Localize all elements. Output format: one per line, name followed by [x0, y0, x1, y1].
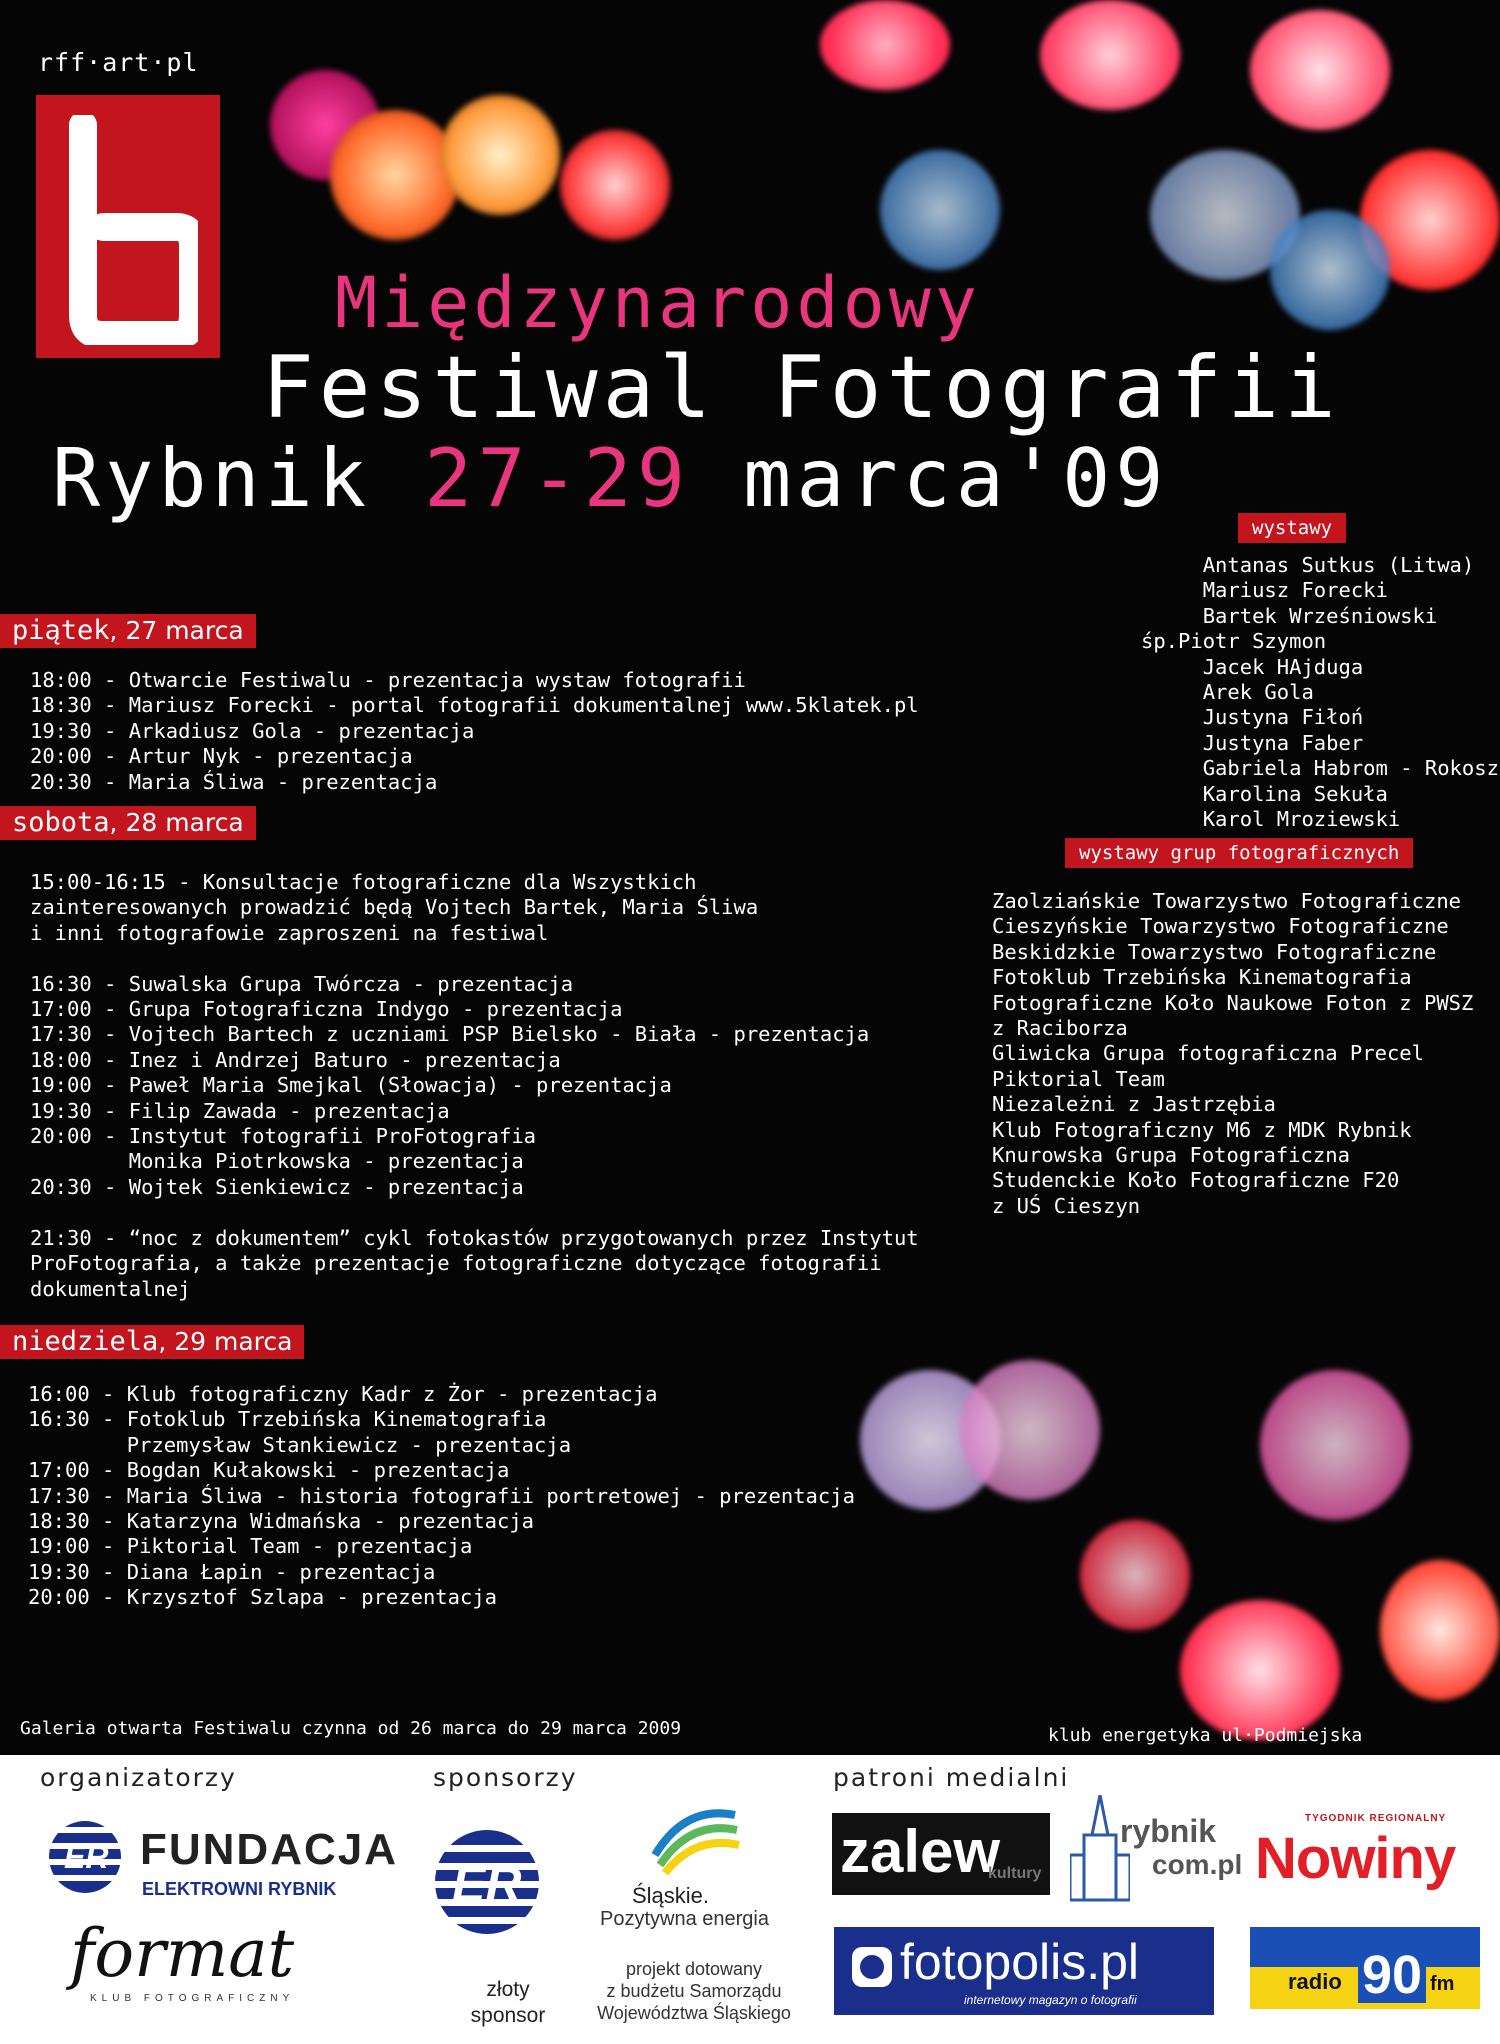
- rybnik-title: rybnik: [1120, 1813, 1217, 1849]
- edition-number-graphic: [58, 115, 198, 345]
- fotopolis-title: fotopolis.pl: [900, 1934, 1140, 1990]
- project-funding-note: projekt dotowany z budżetu Samorządu Województwa Śląskiego: [597, 1959, 791, 2023]
- day-label-friday: [0, 614, 256, 648]
- radio-label: radio: [1288, 1969, 1342, 1994]
- day-name: niedziela: [12, 1326, 159, 1357]
- venue: klub energetyka ul·Podmiejska: [1048, 1725, 1363, 1746]
- format-title: format: [70, 1915, 295, 1992]
- title-month: marca'09: [689, 432, 1169, 525]
- rybnik-domain: com.pl: [1152, 1849, 1243, 1880]
- church-icon: [1070, 1795, 1130, 1905]
- format-subtitle: KLUB FOTOGRAFICZNY: [90, 1993, 295, 2004]
- organizers-label: organizatorzy: [40, 1763, 237, 1792]
- group-exhibitions-label: wystawy grup fotograficznych: [1065, 838, 1413, 868]
- slaskie-subtitle: Pozytywna energia: [600, 1908, 769, 1930]
- fotopolis-subtitle: internetowy magazyn o fotografii: [964, 1993, 1137, 2007]
- day-label-sunday: [0, 1325, 304, 1359]
- day-date: , 29 marca: [158, 1327, 293, 1356]
- zalew-logo[interactable]: [832, 1813, 1050, 1895]
- bokeh-light: [1250, 10, 1390, 130]
- exhibitions-list: Antanas Sutkus (Litwa) Mariusz Forecki Bartek Wrześniowski śp.Piotr Szymon Jacek HAjduga Arek Gola Justyna Fiłoń Justyna Faber Gabriela Habrom - Rokosz Karolina Sekuła Karol Mroziewski: [1141, 553, 1499, 832]
- bokeh-light: [330, 110, 460, 240]
- nowiny-title: Nowiny: [1255, 1826, 1456, 1891]
- fundacja-logo[interactable]: [30, 1817, 398, 1907]
- radio90-logo[interactable]: [1250, 1927, 1480, 2009]
- bokeh-light: [960, 1360, 1100, 1500]
- zalew-title: zalew: [840, 1818, 1001, 1885]
- title-line2: Festiwal Fotografii: [262, 338, 1341, 438]
- fundacja-subtitle: ELEKTROWNI RYBNIK: [142, 1879, 337, 1899]
- gallery-hours: Galeria otwarta Festiwalu czynna od 26 marca do 29 marca 2009: [20, 1718, 682, 1739]
- title-city: Rybnik: [52, 432, 425, 525]
- title-place-date: [52, 432, 1168, 525]
- bokeh-light: [1080, 1520, 1190, 1630]
- exhibitions-label: wystawy: [1238, 513, 1346, 543]
- sponsors-bar: [0, 1755, 1500, 2044]
- slaskie-wave-icon: [645, 1795, 745, 1875]
- schedule-sunday: 16:00 - Klub fotograficzny Kadr z Żor - prezentacja 16:30 - Fotoklub Trzebińska Kinematografia Przemysław Stankiewicz - prezentacja 17:00 - Bogdan Kułakowski - prezentacja 17:30 - Maria Śliwa - historia fotografii portretowej - prezentacja 18:30 - Katarzyna Widmańska - prezentacja 19:00 - Piktorial Team - prezentacja 19:30 - Diana Łapin - prezentacja 20:00 - Krzysztof Szlapa - prezentacja: [28, 1382, 855, 1610]
- camera-lens-icon: [850, 1945, 894, 1989]
- title-dates: 27-29: [424, 432, 690, 525]
- schedule-saturday: 15:00-16:15 - Konsultacje fotograficzne dla Wszystkich zainteresowanych prowadzić będą Vojtech Bartek, Maria Śliwa i inni fotografowie zaproszeni na festiwal 16:30 - Suwalska Grupa Twórcza - prezentacja 17:00 - Grupa Fotograficzna Indygo - prezentacja 17:30 - Vojtech Bartech z uczniami PSP Bielsko - Biała - prezentacja 18:00 - Inez i Andrzej Baturo - prezentacja 19:00 - Paweł Maria Smejkal (Słowacja) - prezentacja 19:30 - Filip Zawada - prezentacja 20:00 - Instytut fotografii ProFotografia Monika Piotrkowska - prezentacja 20:30 - Wojtek Sienkiewicz - prezentacja 21:30 - “noc z dokumentem” cykl fotokastów przygotowanych przez Instytut ProFotografia, a także prezentacje fotograficzne dotyczące fotografii dokumentalnej: [30, 870, 919, 1301]
- fundacja-title: FUNDACJA: [140, 1825, 398, 1874]
- day-name: piątek: [12, 615, 110, 646]
- bokeh-light: [1380, 1560, 1500, 1700]
- fundacja-er: ER: [64, 1839, 109, 1875]
- zalew-subtitle: kultury: [988, 1865, 1042, 1882]
- day-date: , 28 marca: [109, 808, 244, 837]
- bokeh-light: [1040, 0, 1180, 110]
- schedule-friday: 18:00 - Otwarcie Festiwalu - prezentacja wystaw fotografii 18:30 - Mariusz Forecki - portal fotografii dokumentalnej www.5klatek.pl 19:30 - Arkadiusz Gola - prezentacja 20:00 - Artur Nyk - prezentacja 20:30 - Maria Śliwa - prezentacja: [30, 668, 919, 794]
- day-name: sobota: [12, 807, 110, 838]
- gold-sponsor-label: złoty sponsor: [470, 1978, 546, 2027]
- site-url[interactable]: rff·art·pl: [38, 48, 199, 77]
- day-date: , 27 marca: [109, 616, 244, 645]
- bokeh-light: [560, 130, 670, 240]
- sponsors-label: sponsorzy: [433, 1763, 578, 1792]
- radio-fm: fm: [1430, 1973, 1455, 1995]
- nowiny-subtitle: TYGODNIK REGIONALNY: [1305, 1813, 1447, 1824]
- fotopolis-logo[interactable]: [834, 1927, 1214, 2015]
- bokeh-light: [440, 95, 560, 215]
- bokeh-light: [1270, 210, 1390, 330]
- bokeh-light: [1180, 1600, 1340, 1740]
- nowiny-logo[interactable]: [1255, 1813, 1475, 1903]
- day-label-saturday: [0, 806, 256, 840]
- rybnik-com-logo[interactable]: [1070, 1795, 1243, 1905]
- er-sponsor-text: ER: [452, 1856, 522, 1912]
- bokeh-light: [820, 0, 950, 90]
- bokeh-light: [880, 150, 1000, 270]
- bokeh-light: [1260, 1370, 1410, 1520]
- group-exhibitions-list: Zaolziańskie Towarzystwo Fotograficzne Cieszyńskie Towarzystwo Fotograficzne Beskidzkie Towarzystwo Fotograficzne Fotoklub Trzebińska Kinematografia Fotograficzne Koło Naukowe Foton z PWSZ z Raciborza Gliwicka Grupa fotograficzna Precel Piktorial Team Niezależni z Jastrzębia Klub Fotograficzny M6 z MDK Rybnik Knurowska Grupa Fotograficzna Studenckie Koło Fotograficzne F20 z UŚ Cieszyn: [992, 889, 1474, 1218]
- radio-number: 90: [1358, 1947, 1426, 2003]
- format-logo[interactable]: [60, 1915, 380, 2015]
- title-line1: Międzynarodowy: [335, 262, 982, 344]
- media-patrons-label: patroni medialni: [833, 1763, 1070, 1792]
- slaskie-title: Śląskie.: [632, 1883, 710, 1908]
